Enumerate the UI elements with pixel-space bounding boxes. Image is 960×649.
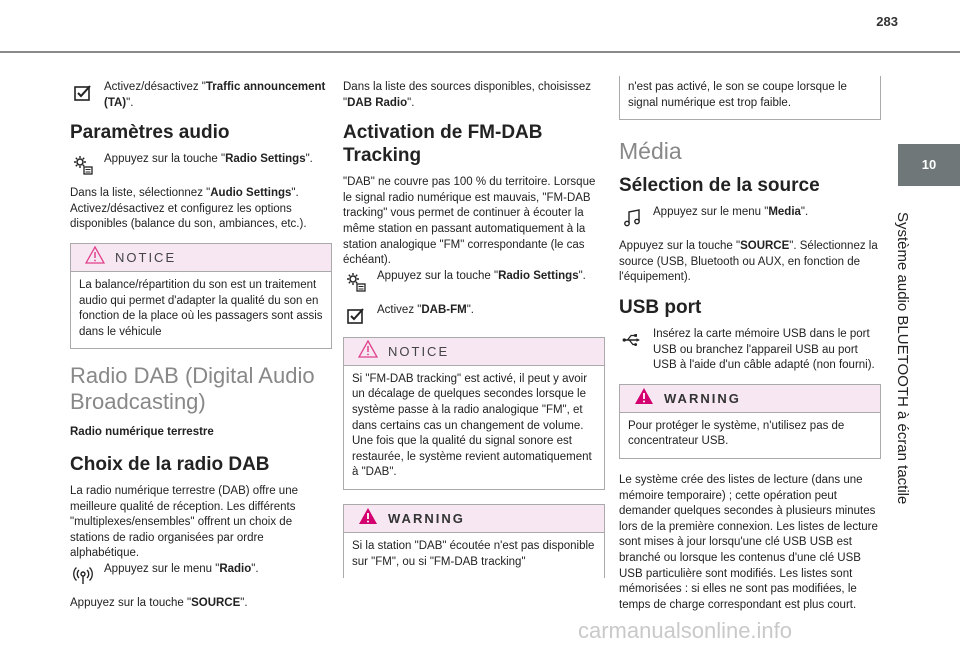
source-text: Appuyez sur la touche "SOURCE".	[70, 596, 248, 609]
chapter-tab[interactable]: 10	[898, 144, 960, 186]
playlist-paragraph: Le système crée des listes de lecture (dans une mémoire temporaire) ; cette opération peut demander quelques secondes à plusieurs minutes lors de la première connexion. Les listes de lecture sont mises à jour lorsqu'une clé USB USB est branché ou lorsque les contenus d'une clé USB USB particulière sont modifiés. Les listes sont mémorisées : si elles ne sont pas modifiées, le temps de charge correspondant est plus court.	[619, 473, 878, 611]
dab-subheading: Radio numérique terrestre	[70, 426, 214, 439]
settings-icon	[70, 154, 96, 176]
usb-heading: USB port	[619, 296, 702, 318]
notice-text: Si "FM-DAB tracking" est activé, il peut y avoir un décalage de quelques secondes lorsque le système passe à la radio analogique "FM", et dans certains cas un changement de volume. Une fois que la qualité du signal sonore est restaurée, le système revient automatiquement à "DAB".	[352, 372, 592, 479]
fm-press-line	[343, 269, 605, 293]
warning-text: Pour protéger le système, n'utilisez pas de concentrateur USB.	[628, 419, 845, 448]
warning-continued: n'est pas activé, le son se coupe lorsque le signal numérique est trop faible.	[619, 76, 881, 120]
checkbox-icon	[343, 305, 369, 327]
source-heading: Sélection de la source	[619, 175, 820, 197]
notice-box	[343, 337, 605, 490]
dab-heading: Radio DAB (Digital Audio Broadcasting)	[70, 363, 315, 415]
warning-triangle-icon	[358, 507, 378, 530]
fm-press-text: Appuyez sur la touche "Radio Settings".	[377, 269, 586, 282]
radio-icon	[70, 564, 96, 586]
fm-paragraph: "DAB" ne couvre pas 100 % du territoire. Lorsque le signal radio numérique est mauvais, "FM-DAB tracking" vous permet de continuer à écouter la même station en passant automatiquement à la station analogique "FM" correspondante (le cas échéant).	[343, 176, 596, 267]
warning-box	[619, 384, 881, 459]
notice-title: NOTICE	[388, 343, 450, 359]
notice-triangle-icon	[358, 340, 378, 363]
column-3	[619, 80, 881, 613]
column-1	[70, 80, 332, 612]
notice-title: NOTICE	[115, 249, 177, 265]
settings-icon	[343, 271, 369, 293]
notice-box	[70, 243, 332, 349]
warning-text: Si la station "DAB" écoutée n'est pas disponible sur "FM", ou si "FM-DAB tracking"	[352, 539, 595, 568]
choice-heading: Choix de la radio DAB	[70, 453, 270, 475]
warning-box	[343, 504, 605, 578]
audio-press-line	[70, 152, 332, 176]
fm-heading: Activation de FM-DAB Tracking	[343, 122, 543, 167]
watermark: carmanualsonline.info	[578, 618, 793, 643]
media-press-line	[619, 205, 881, 229]
radio-press-line	[70, 562, 332, 586]
usb-icon	[619, 329, 645, 351]
notice-triangle-icon	[85, 246, 105, 269]
choice-paragraph: La radio numérique terrestre (DAB) offre une meilleure qualité de réception. Les différents "multiplexes/ensembles" offrent un choix de stations de radio organisées par ordre alphabétique.	[70, 484, 298, 560]
warning-header	[344, 505, 604, 533]
notice-header	[344, 338, 604, 366]
chapter-title: Système audio BLUETOOTH à écran tactile	[894, 212, 911, 505]
music-note-icon	[619, 207, 645, 229]
notice-text: La balance/répartition du son est un traitement audio qui permet d'adapter la qualité du son en fonction de la place où les passagers sont assis dans le véhicule	[79, 278, 323, 338]
page-number: 283	[876, 14, 898, 29]
media-heading: Média	[619, 138, 682, 165]
warning-header	[620, 385, 880, 413]
column-2	[343, 80, 605, 578]
audio-press-text: Appuyez sur la touche "Radio Settings".	[104, 153, 313, 166]
activate-text: Activez "DAB-FM".	[377, 303, 474, 316]
source-paragraph: Appuyez sur la touche "SOURCE". Sélectionnez la source (USB, Bluetooth ou AUX, en fonction de l'équipement).	[619, 240, 878, 284]
audio-heading: Paramètres audio	[70, 122, 230, 144]
source-list-text: Dans la liste des sources disponibles, choisissez "DAB Radio".	[343, 81, 592, 109]
usb-text: Insérez la carte mémoire USB dans le port USB ou branchez l'appareil USB au port USB à l'aide d'un câble adapté (non fourni).	[653, 327, 875, 372]
header-rule	[0, 51, 960, 53]
traffic-text: Activez/désactivez "Traffic announcement (TA)".	[104, 81, 326, 109]
checkbox-icon	[70, 82, 96, 104]
radio-press-text: Appuyez sur le menu "Radio".	[104, 562, 259, 575]
warning-title: WARNING	[664, 390, 741, 406]
traffic-line	[70, 80, 332, 111]
media-press-text: Appuyez sur le menu "Media".	[653, 206, 809, 219]
activate-line	[343, 303, 605, 327]
chapter-side-title	[894, 212, 925, 532]
audio-paragraph: Dans la liste, sélectionnez "Audio Settings". Activez/désactivez et configurez les options disponibles (balance du son, ambiances, etc.).	[70, 187, 307, 231]
usb-line	[619, 327, 881, 374]
warning-triangle-icon	[634, 387, 654, 410]
notice-header	[71, 244, 331, 272]
warning-title: WARNING	[388, 510, 465, 526]
